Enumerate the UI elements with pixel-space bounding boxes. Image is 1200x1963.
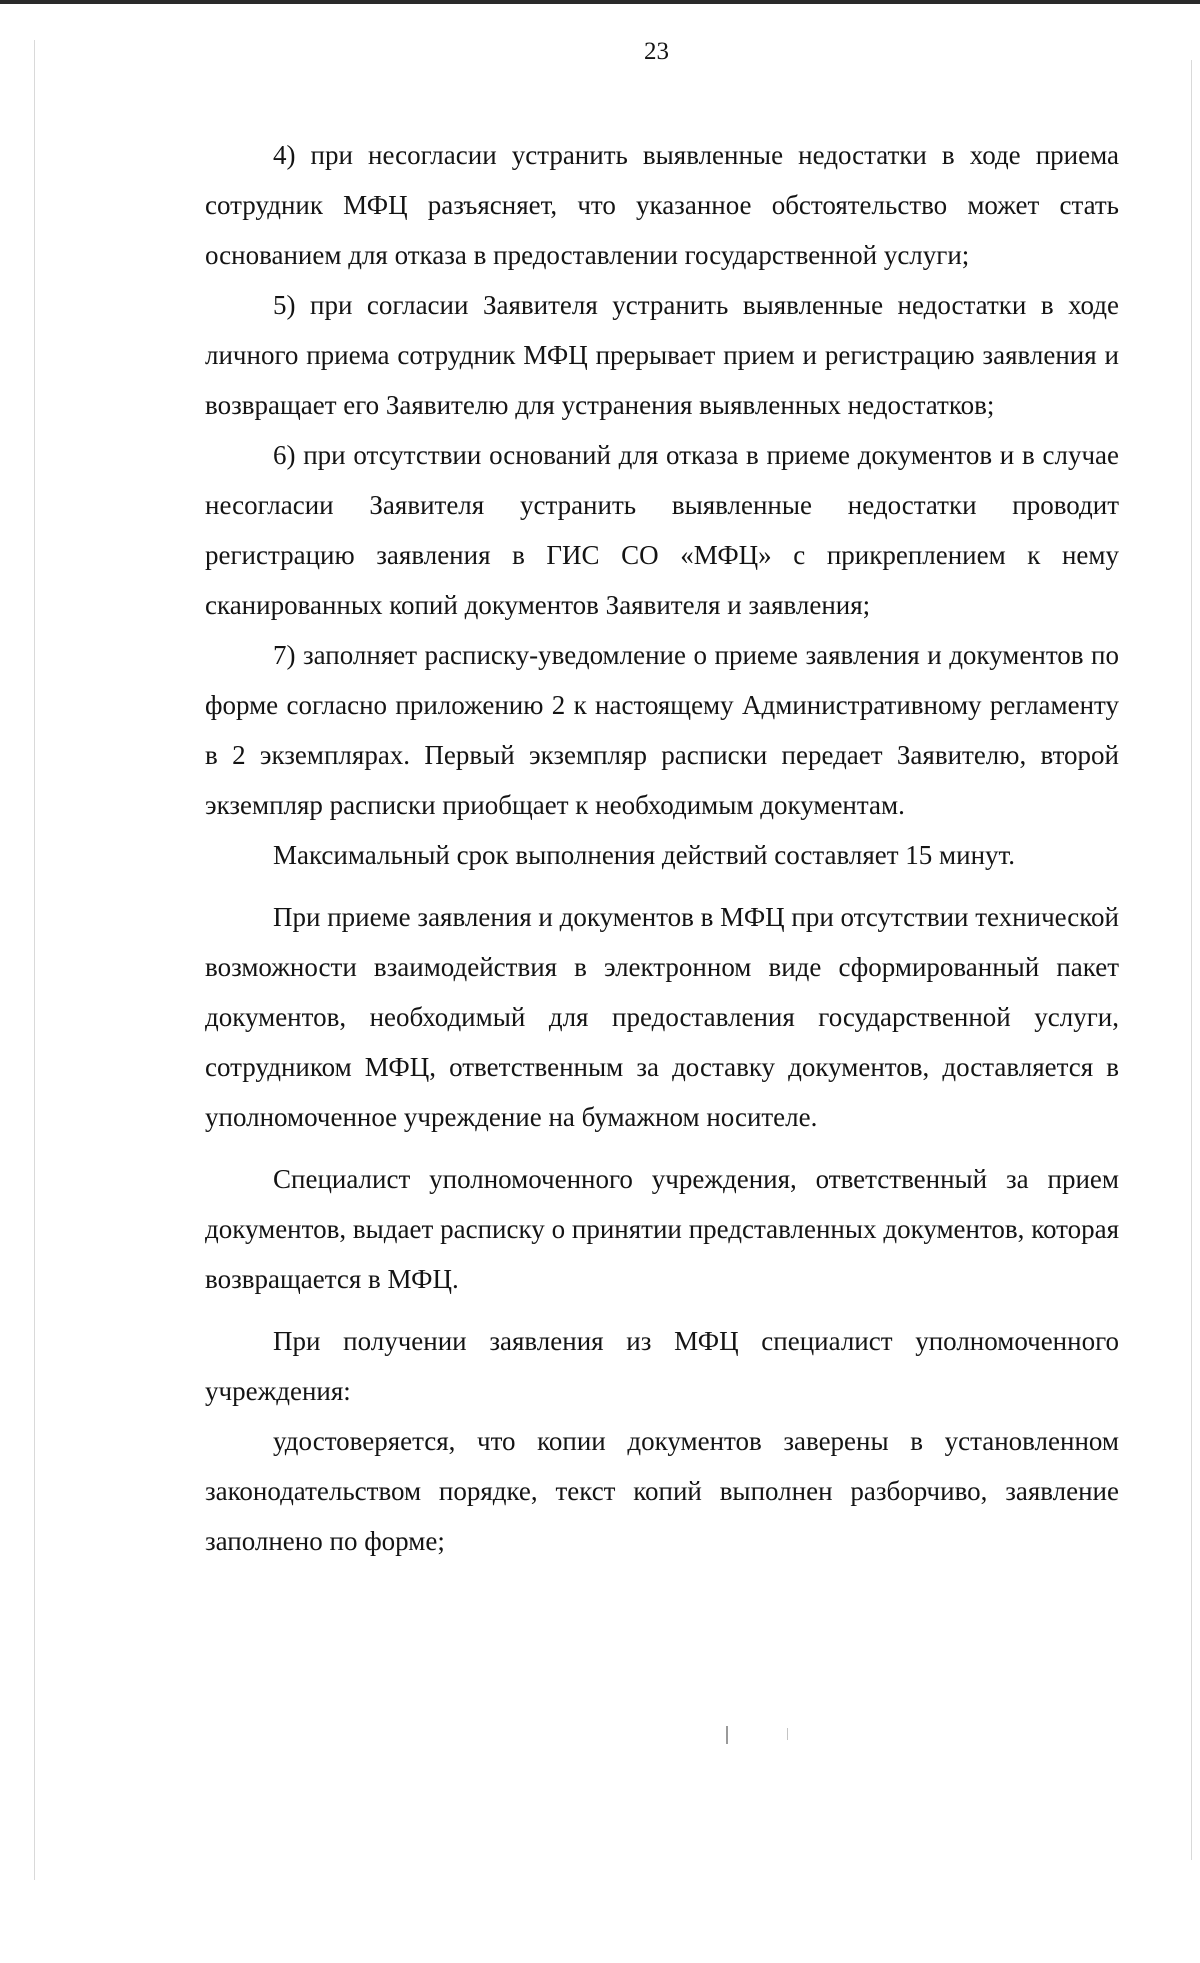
paragraph-item-4: 4) при несогласии устранить выявленные недостатки в ходе приема сотрудник МФЦ разъясняет, что указанное обстоятельство может стать основанием для отказа в предоставлении государственной услуги;	[205, 140, 1119, 270]
paragraph-delivery: При приеме заявления и документов в МФЦ при отсутствии технической возможности взаимодействия в электронном виде сформированный пакет документов, необходимый для предоставления государственной услуги, сотрудником МФЦ, ответственным за доставку документов, доставляется в уполномоченное учреждение на бумажном носителе.	[205, 902, 1119, 1132]
paragraph-item-7: 7) заполняет расписку-уведомление о приеме заявления и документов по форме согласно приложению 2 к настоящему Административному регламенту в 2 экземплярах. Первый экземпляр расписки передает Заявителю, второй экземпляр расписки приобщает к необходимым документам.	[205, 640, 1119, 820]
paragraph-verification: удостоверяется, что копии документов заверены в установленном законодательством порядке, текст копий выполнен разборчиво, заявление заполнено по форме;	[205, 1426, 1119, 1556]
scan-mark	[787, 1728, 788, 1740]
scan-artifact-left	[34, 40, 35, 1880]
document-body	[205, 130, 1119, 1566]
paragraph-receiving: При получении заявления из МФЦ специалист уполномоченного учреждения:	[205, 1326, 1119, 1406]
paragraph-max-time: Максимальный срок выполнения действий составляет 15 минут.	[273, 840, 1016, 870]
page-number: 23	[644, 38, 669, 65]
paragraph-item-5: 5) при согласии Заявителя устранить выявленные недостатки в ходе личного приема сотрудник МФЦ прерывает прием и регистрацию заявления и возвращает его Заявителю для устранения выявленных недостатков;	[205, 290, 1119, 420]
paragraph-item-6: 6) при отсутствии оснований для отказа в приеме документов и в случае несогласии Заявителя устранить выявленные недостатки проводит регистрацию заявления в ГИС СО «МФЦ» с прикреплением к нему сканированных копий документов Заявителя и заявления;	[205, 440, 1119, 620]
scan-mark	[726, 1726, 728, 1744]
scan-top-edge	[0, 0, 1200, 4]
scan-artifact-right	[1191, 60, 1192, 1860]
paragraph-receipt: Специалист уполномоченного учреждения, ответственный за прием документов, выдает расписку о принятии представленных документов, которая возвращается в МФЦ.	[205, 1164, 1119, 1294]
